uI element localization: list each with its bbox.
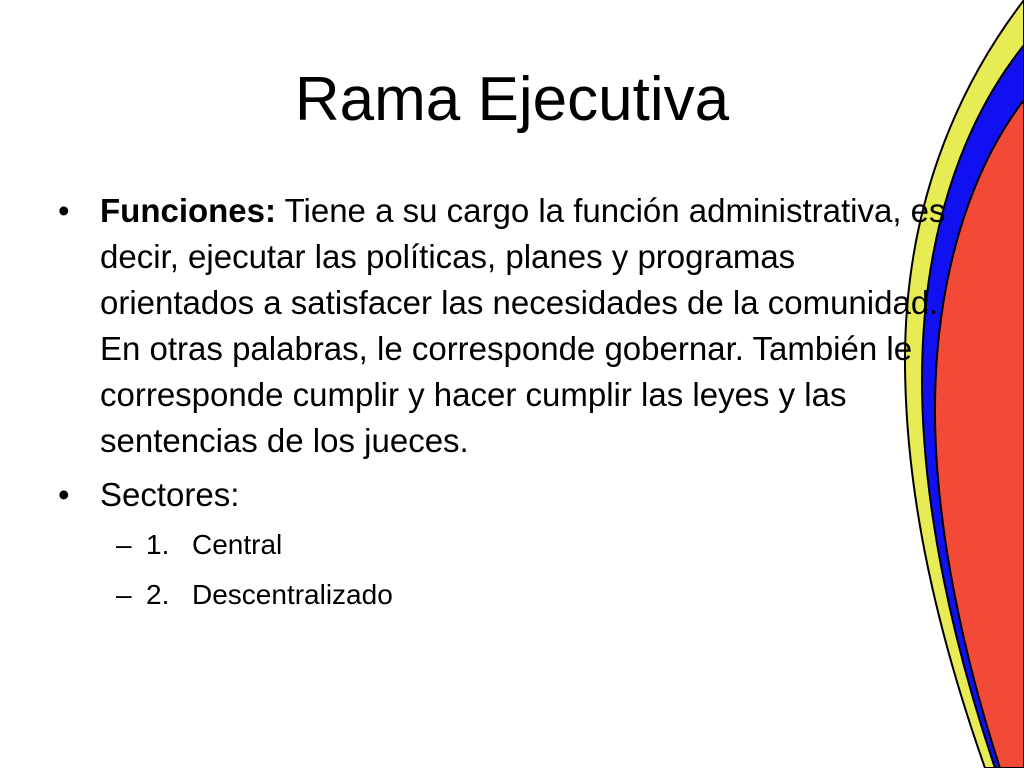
- sub-marker: –: [116, 529, 132, 560]
- sub-item-label: Descentralizado: [192, 579, 393, 610]
- sub-list: [100, 520, 948, 620]
- bullet-marker: •: [58, 192, 70, 229]
- sub-item-number: 1.: [146, 529, 170, 560]
- sub-item-descentralizado: [100, 570, 948, 620]
- sub-item-label: Central: [192, 529, 283, 560]
- slide-title: Rama Ejecutiva: [294, 65, 730, 134]
- bullet-marker: •: [58, 476, 70, 513]
- bullet-lead: Funciones:: [100, 192, 277, 229]
- sub-marker: –: [116, 579, 132, 610]
- sub-item-number: 2.: [146, 579, 170, 610]
- bullet-text: Tiene a su cargo la función administrativa, es decir, ejecutar las políticas, planes y programas orientados a satisfacer las necesidades de la comunidad. En otras palabras, le corresponde gobernar. También le corresponde cumplir y hacer cumplir las leyes y las sentencias de los jueces.: [100, 192, 946, 459]
- bullet-text: Sectores:: [100, 476, 240, 513]
- bullet-funciones: [58, 188, 948, 464]
- bullet-list: [58, 188, 948, 628]
- bullet-sectores: [58, 472, 948, 620]
- sub-item-central: [100, 520, 948, 570]
